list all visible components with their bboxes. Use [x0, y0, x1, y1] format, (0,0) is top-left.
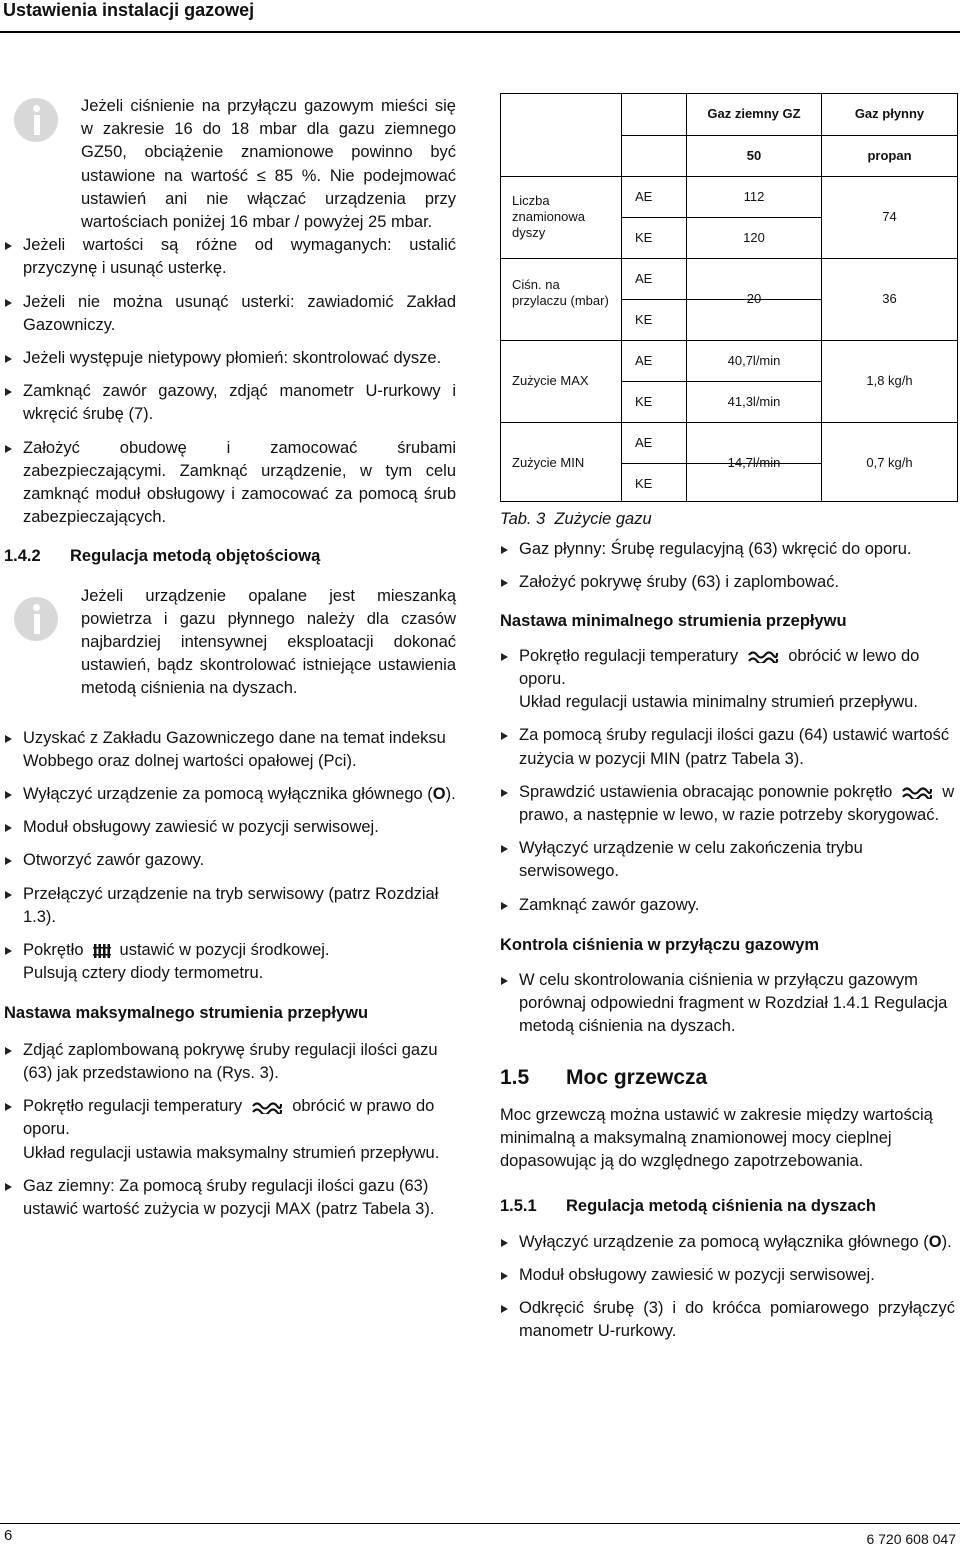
page-header-title: Ustawienia instalacji gazowej [3, 0, 255, 20]
table-hline [501, 422, 957, 423]
table-cell-ke: KE [635, 230, 653, 245]
list-item: Sprawdzić ustawienia obracając ponownie pokrętło w prawo, a następnie w lewo, w razie potrzeby skorygować. [500, 781, 955, 827]
table-caption-number: Tab. 3 [500, 510, 546, 528]
section-heading-151 [500, 1195, 955, 1218]
info-note-volumetric [4, 585, 456, 701]
section-heading-15 [500, 1066, 955, 1089]
list-item: Odkręcić śrubę (3) i do króćca pomiarowego przyłączyć manometr U-rurkowy. [500, 1297, 955, 1343]
table-header-natural-gas-sub: 50 [746, 148, 762, 163]
list-item: W celu skontrolowania ciśnienia w przyłączu gazowym porównaj odpowiedni fragment w Rozdział 1.4.1 Regulacja metodą ciśnienia na dyszach. [500, 969, 955, 1039]
left-column [4, 95, 456, 1221]
list-item: Jeżeli wartości są różne od wymaganych: ustalić przyczynę i usunąć usterkę. [4, 234, 456, 280]
table-caption [500, 508, 955, 531]
table-cell: 40,7l/min [727, 353, 781, 368]
table-cell: 112 [743, 189, 765, 204]
bullet-list-nozzle [500, 1231, 955, 1344]
table-hline [501, 176, 957, 177]
info-note-pressure [4, 95, 456, 234]
list-item: Gaz ziemny: Za pomocą śruby regulacji ilości gazu (63) ustawić wartość zużycia w pozycji MAX (patrz Tabela 3). [4, 1175, 456, 1221]
bullet-list-max [4, 1039, 456, 1221]
section-title: Moc grzewcza [566, 1065, 708, 1089]
page-number: 6 [4, 1527, 13, 1544]
bullet-list-lpg [500, 538, 955, 594]
table-cell: 20 [746, 291, 762, 306]
list-item: Zamknąć zawór gazowy. [500, 894, 955, 917]
list-item: Pokrętło regulacji temperatury obrócić w prawo do oporu. Układ regulacji ustawia maksymalny strumień przepływu. [4, 1095, 456, 1165]
bullet-list-volumetric [4, 727, 456, 986]
table-cell-ke: KE [635, 476, 653, 491]
list-item: Pokrętło regulacji temperatury obrócić w lewo do oporu. Układ regulacji ustawia minimalny strumień przepływu. [500, 645, 955, 715]
table-cell: 36 [882, 291, 897, 306]
table-cell-ae: AE [635, 353, 653, 368]
section-number: 1.4.2 [4, 547, 41, 566]
list-item: Pokrętło ustawić w pozycji środkowej. Pulsują cztery diody termometru. [4, 939, 456, 985]
list-item: Wyłączyć urządzenie w celu zakończenia trybu serwisowego. [500, 837, 955, 883]
header-divider [0, 31, 960, 33]
table-header-lpg: Gaz płynny [854, 106, 925, 121]
list-item: Gaz płynny: Śrubę regulacyjną (63) wkręcić do oporu. [500, 538, 955, 561]
list-item: Moduł obsługowy zawiesić w pozycji serwisowej. [500, 1264, 955, 1287]
list-item: Moduł obsługowy zawiesić w pozycji serwisowej. [4, 816, 456, 839]
list-item: Zdjąć zaplombowaną pokrywę śruby regulacji ilości gazu (63) jak przedstawiono na (Rys. 3). [4, 1039, 456, 1085]
info-note-text: Jeżeli urządzenie opalane jest mieszanką powietrza i gazu płynnego należy dla czasów najbardziej intensywnej eksploatacji dokonać ustawień, bądz skontrolować istniejące ustawienia metodą ciśnienia na dyszach. [81, 586, 456, 698]
table-header-natural-gas: Gaz ziemny GZ [707, 106, 801, 121]
section-heading-142 [4, 545, 456, 568]
list-item: Jeżeli nie można usunąć usterki: zawiadomić Zakład Gazowniczy. [4, 291, 456, 337]
section-title: Regulacja metodą ciśnienia na dyszach [566, 1197, 876, 1216]
bullet-list-min [500, 645, 955, 917]
table-row-label: Zużycie MIN [512, 455, 585, 470]
list-item: Wyłączyć urządzenie za pomocą wyłącznika głównego (O). [500, 1231, 955, 1254]
footer-divider [0, 1523, 960, 1524]
list-item: Za pomocą śruby regulacji ilości gazu (64) ustawić wartość zużycia w pozycji MIN (patrz Tabela 3). [500, 724, 955, 770]
table-hline [621, 135, 957, 136]
table-cell-ke: KE [635, 394, 653, 409]
list-item: Jeżeli występuje nietypowy płomień: skontrolować dysze. [4, 347, 456, 370]
table-cell: 41,3l/min [727, 394, 781, 409]
document-code: 6 720 608 047 [866, 1531, 956, 1547]
section-number: 1.5.1 [500, 1197, 537, 1216]
table-header-lpg-sub: propan [867, 148, 912, 163]
section-title: Regulacja metodą objętościową [70, 547, 321, 566]
list-item: Uzyskać z Zakładu Gazowniczego dane na temat indeksu Wobbego oraz dolnej wartości opałowej (Pci). [4, 727, 456, 773]
table-row-label: Ciśn. na przylaczu (mbar) [512, 277, 609, 308]
table-vline [621, 94, 622, 501]
section-number: 1.5 [500, 1065, 530, 1089]
info-icon [14, 597, 58, 641]
table-hline [621, 217, 821, 218]
table-cell-ae: AE [635, 271, 653, 286]
radiator-icon [92, 942, 112, 960]
table-cell: 0,7 kg/h [866, 455, 913, 470]
info-note-text: Jeżeli ciśnienie na przyłączu gazowym mieści się w zakresie 16 do 18 mbar dla gazu ziemnego GZ50, obciążenie znamionowe powinno być ustawione na wartość ≤ 85 %. Nie podejmować ustawień ani nie włączać urządzenia przy wartościach poniżej 16 mbar / powyżej 25 mbar. [81, 97, 456, 232]
list-item: Wyłączyć urządzenie za pomocą wyłącznika głównego (O). [4, 783, 456, 806]
table-cell-ae: AE [635, 189, 653, 204]
bullet-list-pressure [500, 969, 955, 1039]
table-row-label: Liczba znamionowa dyszy [512, 193, 585, 240]
list-item: Zamknąć zawór gazowy, zdjąć manometr U-rurkowy i wkręcić śrubę (7). [4, 380, 456, 426]
info-icon [14, 98, 58, 142]
flame-icon [902, 785, 932, 799]
table-cell-ae: AE [635, 435, 653, 450]
flame-icon [252, 1100, 282, 1114]
paragraph-heating-power: Moc grzewczą można ustawić w zakresie między wartością minimalną a maksymalną znamionowej mocy cieplnej dopasowując ją do względnego zapotrzebowania. [500, 1105, 933, 1171]
list-item: Przełączyć urządzenie na tryb serwisowy (patrz Rozdział 1.3). [4, 883, 456, 929]
list-item: Założyć obudowę i zamocować śrubami zabezpieczającymi. Zamknąć urządzenie, w tym celu zamknąć moduł obsługowy i zamocować za pomocą śrub zabezpieczających. [4, 437, 456, 530]
right-column [500, 508, 955, 1343]
list-item: Otworzyć zawór gazowy. [4, 849, 456, 872]
subsection-heading-min: Nastawa minimalnego strumienia przepływu [500, 611, 847, 630]
table-cell: 120 [743, 230, 765, 245]
table-hline [621, 381, 821, 382]
bullet-list-faults [4, 234, 456, 529]
table-hline [501, 340, 957, 341]
table-row-label: Zużycie MAX [512, 373, 589, 388]
table-cell-ke: KE [635, 312, 653, 327]
subsection-heading-max: Nastawa maksymalnego strumienia przepływu [4, 1003, 369, 1022]
gas-consumption-table [500, 93, 958, 502]
list-item: Założyć pokrywę śruby (63) i zaplombować. [500, 571, 955, 594]
subsection-heading-pressure: Kontrola ciśnienia w przyłączu gazowym [500, 935, 820, 954]
table-cell: 1,8 kg/h [866, 373, 913, 388]
flame-icon [748, 649, 778, 663]
table-caption-text: Zużycie gazu [554, 510, 652, 528]
table-hline [501, 258, 957, 259]
table-cell: 14,7l/min [727, 455, 781, 470]
table-cell: 74 [882, 209, 897, 224]
